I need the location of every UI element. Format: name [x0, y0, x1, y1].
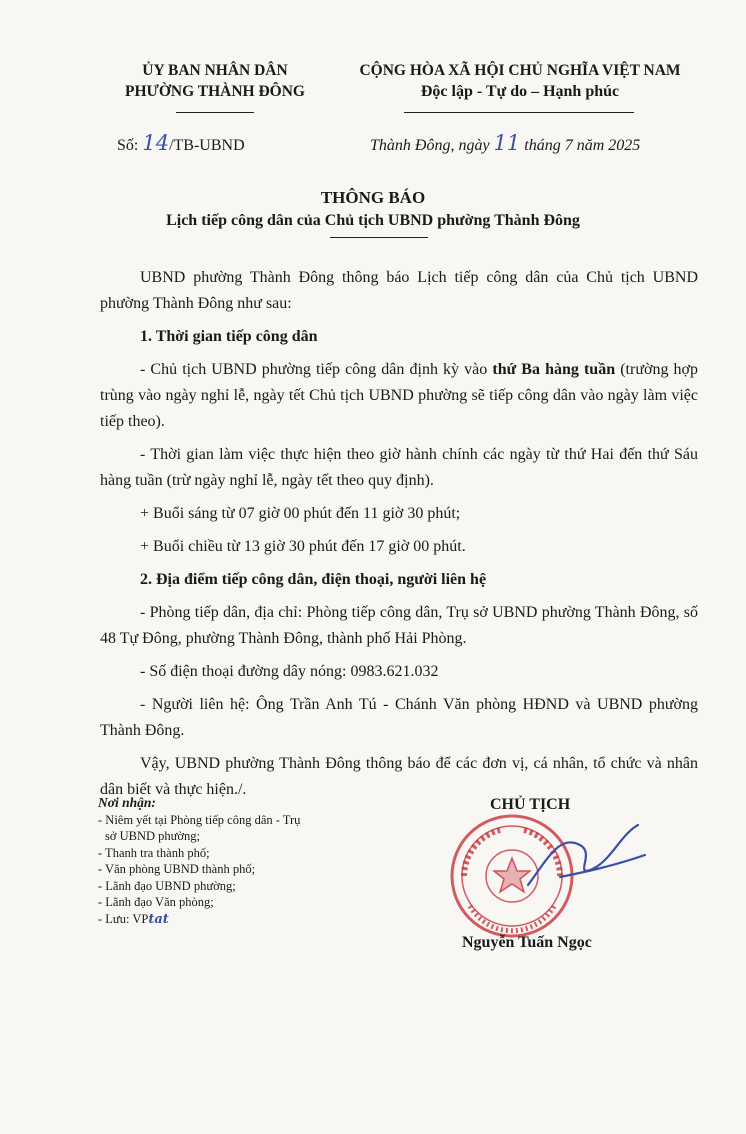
document-subtitle: Lịch tiếp công dân của Chủ tịch UBND phường Thành Đông	[166, 212, 580, 229]
issuer-header	[100, 60, 330, 102]
title-underline	[330, 237, 428, 238]
bold-weekday: thứ Ba hàng tuần	[492, 361, 616, 378]
recipients-heading: Nơi nhận:	[98, 795, 156, 810]
number-handwritten: 14	[142, 131, 170, 155]
closing-paragraph: Vậy, UBND phường Thành Đông thông báo để các đơn vị, cá nhân, tổ chức và nhân dân biết và thực hiện./.	[100, 755, 698, 798]
morning-hours: + Buổi sáng từ 07 giờ 00 phút đến 11 giờ 30 phút;	[140, 505, 461, 522]
contact-paragraph: - Người liên hệ: Ông Trần Anh Tú - Chánh Văn phòng HĐND và UBND phường Thành Đông.	[100, 696, 698, 739]
date-day-handwritten: 11	[493, 131, 521, 155]
recipient-item: sở UBND phường;	[105, 829, 201, 843]
recipient-item: - Niêm yết tại Phòng tiếp công dân - Trụ	[98, 812, 301, 827]
section-1-heading: 1. Thời gian tiếp công dân	[140, 328, 318, 345]
recipient-item: - Lãnh đạo UBND phường;	[98, 878, 236, 893]
issuer-line-1: ỦY BAN NHÂN DÂN	[142, 62, 288, 79]
national-title: CỘNG HÒA XÃ HỘI CHỦ NGHĨA VIỆT NAM	[359, 62, 681, 79]
issue-date	[370, 131, 640, 155]
archive-handwritten-initials: tat	[148, 911, 169, 927]
motto-underline	[404, 112, 634, 113]
document-number	[117, 131, 245, 155]
recipient-item: - Lãnh đạo Văn phòng;	[98, 895, 214, 909]
signer-title: CHỦ TỊCH	[490, 796, 571, 813]
section-2-heading: 2. Địa điểm tiếp công dân, điện thoại, người liên hệ	[140, 571, 487, 588]
hotline-paragraph: - Số điện thoại đường dây nóng: 0983.621.032	[140, 663, 439, 680]
recipient-item: - Văn phòng UBND thành phố;	[98, 862, 256, 876]
national-motto: Độc lập - Tự do – Hạnh phúc	[420, 83, 620, 100]
recipient-item: - Thanh tra thành phố;	[98, 845, 210, 860]
national-header	[330, 60, 710, 102]
signer-name: Nguyễn Tuấn Ngọc	[462, 934, 592, 951]
recipients-block	[98, 795, 358, 928]
intro-paragraph: UBND phường Thành Đông thông báo Lịch tiếp công dân của Chủ tịch UBND phường Thành Đông như sau:	[100, 269, 698, 312]
number-suffix: /TB-UBND	[169, 137, 245, 154]
section-1-paragraph-2: - Thời gian làm việc thực hiện theo giờ hành chính các ngày từ thứ Hai đến thứ Sáu hàng tuần (trừ ngày nghỉ lễ, ngày tết theo quy định).	[100, 446, 698, 489]
issuer-underline	[176, 112, 254, 113]
section-2-paragraph-1: - Phòng tiếp dân, địa chỉ: Phòng tiếp công dân, Trụ sở UBND phường Thành Đông, số 48 Tự Đông, phường Thành Đông, thành phố Hải Phòng.	[100, 604, 698, 647]
document-title: THÔNG BÁO	[320, 188, 426, 207]
issuer-line-2: PHƯỜNG THÀNH ĐÔNG	[125, 83, 305, 100]
signature-icon	[520, 815, 650, 905]
afternoon-hours: + Buổi chiều từ 13 giờ 30 phút đến 17 giờ 00 phút.	[140, 538, 466, 555]
document-body	[100, 265, 698, 803]
section-1-paragraph-1: - Chủ tịch UBND phường tiếp công dân định kỳ vào thứ Ba hàng tuần (trường hợp trùng vào ngày nghỉ lễ, ngày tết Chủ tịch UBND phường sẽ tiếp công dân vào ngày làm việc tiếp theo).	[100, 361, 699, 430]
number-label: Số:	[117, 137, 139, 154]
date-prefix: Thành Đông, ngày	[370, 137, 490, 154]
date-suffix: tháng 7 năm 2025	[524, 137, 641, 154]
recipient-item: - Lưu: VPtat	[98, 911, 169, 927]
